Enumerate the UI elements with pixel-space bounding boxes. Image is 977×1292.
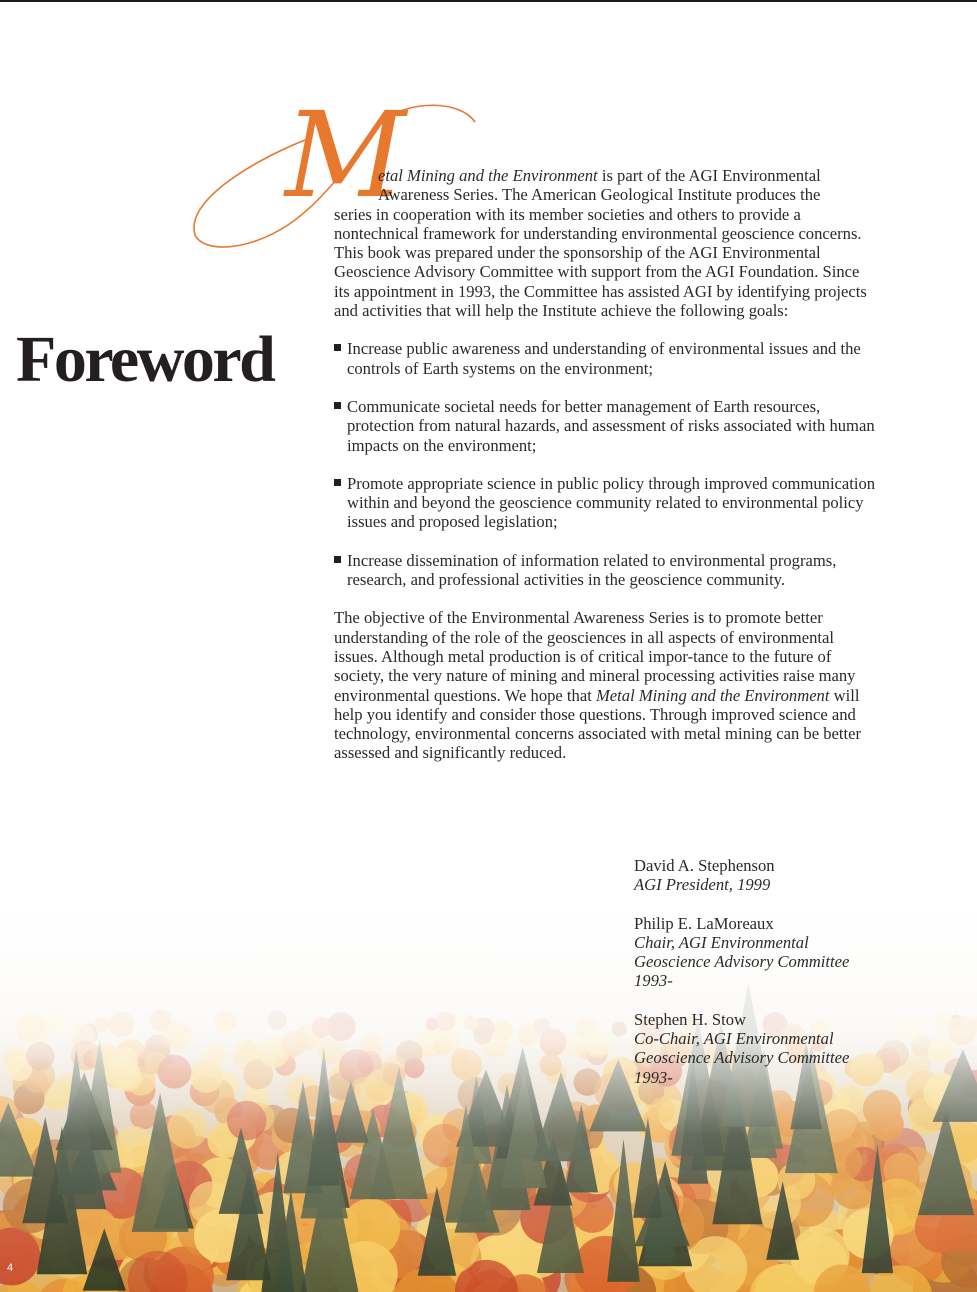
intro-line-1-rest: is part of the AGI Environmental <box>597 166 821 185</box>
signature-block <box>634 1010 934 1087</box>
signer-role: Co-Chair, AGI Environmental <box>634 1029 834 1049</box>
signer-role: Chair, AGI Environmental <box>634 932 809 952</box>
signer-role: Geoscience Advisory Committee <box>634 952 850 972</box>
signature-block <box>634 914 934 991</box>
list-item <box>334 551 879 590</box>
goal-text: Promote appropriate science in public policy through improved communication within and beyond the geoscience community related to environmental policy issues and proposed legislation; <box>347 473 876 532</box>
top-rule <box>0 0 977 2</box>
page-title: Foreword <box>16 323 274 396</box>
bullet-icon <box>334 479 341 486</box>
goal-text: Increase dissemination of information related to environmental programs, research, and professional activities in the geoscience community. <box>347 550 837 590</box>
signer-name: David A. Stephenson <box>634 856 775 875</box>
bullet-icon <box>334 556 341 563</box>
goal-text: Communicate societal needs for better management of Earth resources, protection from natural hazards, and assessment of risks associated with human impacts on the environment; <box>347 396 875 455</box>
signer-name: Philip E. LaMoreaux <box>634 913 774 933</box>
signer-role: AGI President, 1999 <box>634 875 771 895</box>
signature-block <box>634 856 934 895</box>
intro-paragraph <box>334 166 879 320</box>
objective-part-1: The objective of the Environmental Awareness Series is to promote better understanding of the role of the geosciences in all aspects of environmental issues. Although metal production is of critical impor-tance to the future of society, the very nature of mining and mineral processing activities raise many environmental questions. We hope that <box>334 608 856 705</box>
drop-cap-letter: M <box>285 86 406 224</box>
bullet-icon <box>334 402 341 409</box>
book-title-inline: Metal Mining and the Environment <box>595 685 830 705</box>
intro-rest: series in cooperation with its member societies and others to provide a nontechnical framework for understanding environmental geoscience concerns. This book was prepared under the sponsorship of the AGI Environmental Geoscience Advisory Committee with support from the AGI Foundation. Since its appointment in 1993, the Committee has assisted AGI by identifying projects and activities that will help the Institute achieve the following goals: <box>334 204 867 321</box>
objective-paragraph <box>334 608 879 762</box>
book-title: etal Mining and the Environment <box>378 166 598 185</box>
list-item <box>334 339 879 378</box>
signer-role: 1993- <box>634 971 673 991</box>
bullet-icon <box>334 344 341 351</box>
goals-list <box>334 339 879 589</box>
signer-role: Geoscience Advisory Committee <box>634 1048 850 1068</box>
objective-part-2: will help you identify and consider those questions. Through improved science and technology, environmental concerns associated with metal mining can be better assessed and significantly reduced. <box>334 685 861 763</box>
intro-line-2: Awareness Series. The American Geological Institute produces the <box>378 185 821 205</box>
list-item <box>334 474 879 532</box>
list-item <box>334 397 879 455</box>
intro-line-1 <box>334 166 821 185</box>
signatures <box>634 856 934 1106</box>
signer-role: 1993- <box>634 1067 673 1087</box>
signer-name: Stephen H. Stow <box>634 1009 747 1029</box>
page-number: 4 <box>7 1262 14 1274</box>
foreword-body <box>334 166 879 763</box>
goal-text: Increase public awareness and understanding of environmental issues and the controls of Earth systems on the environment; <box>347 339 861 378</box>
